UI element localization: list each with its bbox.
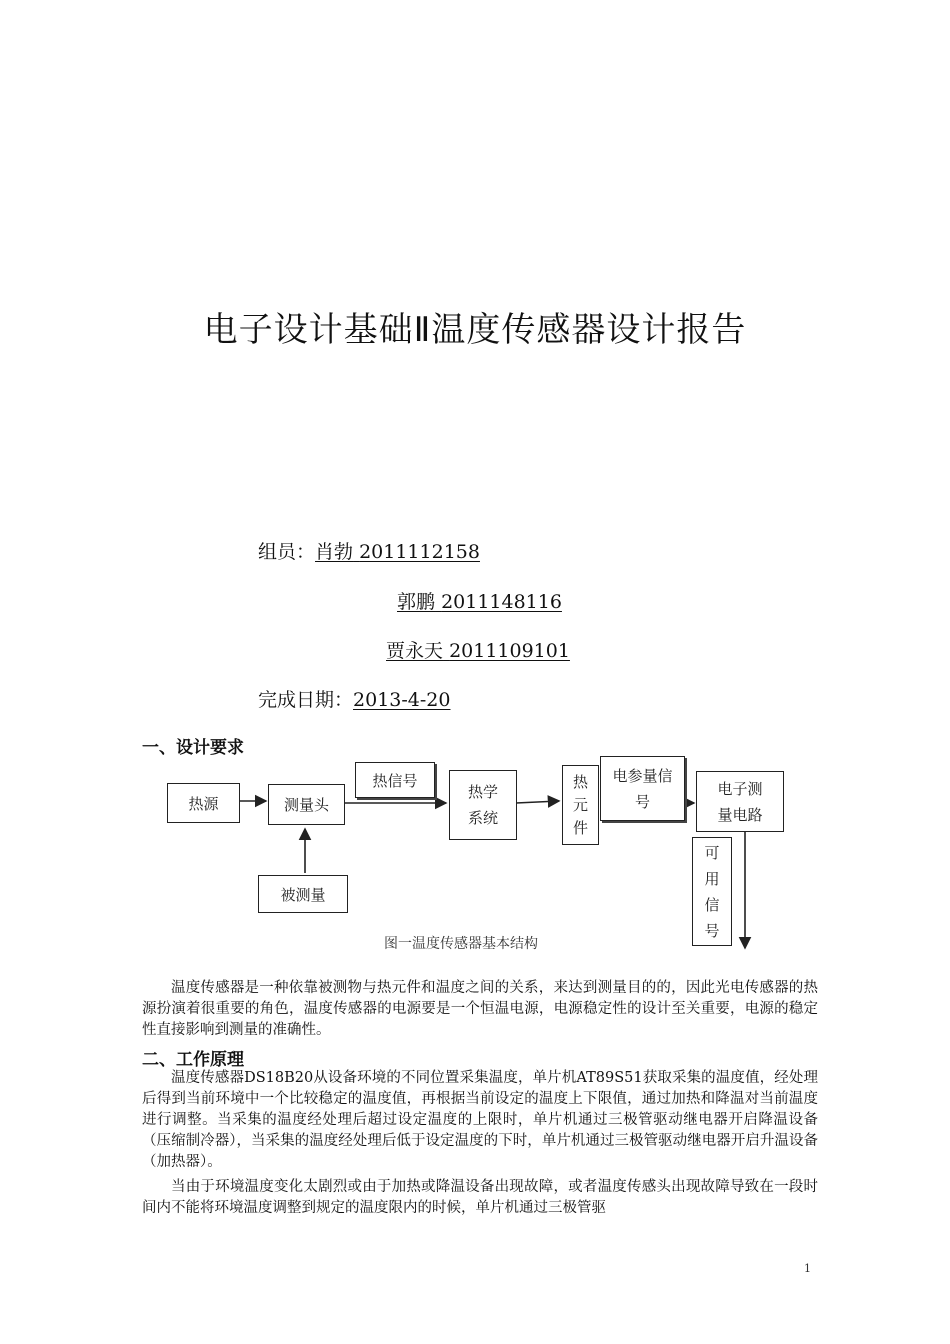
members-label: 组员： (258, 541, 316, 563)
electrical-signal-label: 电参量信号 (612, 766, 673, 811)
thermal-system-label: 热学系统 (467, 783, 498, 827)
diagram-caption: 图一温度传感器基本结构 (384, 936, 538, 952)
thermal-element-label: 热元件 (573, 772, 589, 837)
heat-source-box: 热源 (167, 783, 240, 823)
section-heading-working-principle: 二、工作原理 (142, 1050, 244, 1070)
usable-signal-box (692, 837, 732, 946)
usable-signal-label: 可用信号 (704, 843, 720, 940)
member-name: 贾永天 (386, 640, 444, 662)
heat-signal-box: 热信号 (355, 762, 435, 798)
measured-quantity-box: 被测量 (258, 875, 348, 913)
principle-paragraph: 温度传感器DS18B20从设备环境的不同位置采集温度，单片机AT89S51获取采集的温度值，经处理后得到当前环境中一个比较稳定的温度值，再根据当前设定的温度上下限值，通过加热和降温对当前温度进行调整。当采集的温度经处理后超过设定温度的上限时，单片机通过三极管驱动继电器开启降温设备（压缩制冷器），当采集的温度经处理后低于设定温度的下时，单片机通过三极管驱动继电器开启升温设备（加热器）。 (142, 1070, 818, 1170)
member-name: 肖勃 (315, 541, 354, 563)
member-name: 郭鹏 (397, 591, 436, 613)
measurement-circuit-label: 电子测量电路 (717, 779, 763, 824)
document-title: 电子设计基础Ⅱ温度传感器设计报告 (203, 310, 747, 350)
fault-paragraph: 当由于环境温度变化太剧烈或由于加热或降温设备出现故障，或者温度传感头出现故障导致在一段时间内不能将环境温度调整到规定的温度限内的时候，单片机通过三极管驱 (142, 1179, 818, 1216)
completion-date: 2013-4-20 (353, 689, 451, 711)
completion-label: 完成日期： (258, 689, 354, 711)
member-id: 2011109101 (449, 640, 570, 662)
member-id: 2011112158 (359, 541, 480, 563)
measuring-head-box: 测量头 (268, 784, 345, 825)
thermal-system-box (449, 770, 517, 840)
section-heading-design-requirements: 一、设计要求 (142, 738, 244, 758)
intro-paragraph: 温度传感器是一种依靠被测物与热元件和温度之间的关系，来达到测量目的的，因此光电传感器的热源扮演着很重要的角色，温度传感器的电源要是一个恒温电源，电源稳定性的设计至关重要，电源的稳定性直接影响到测量的准确性。 (142, 980, 818, 1038)
electrical-signal-box (600, 756, 685, 821)
page-number: 1 (804, 1262, 811, 1275)
measurement-circuit-box (696, 771, 784, 832)
thermal-element-box (562, 765, 599, 845)
member-id: 2011148116 (441, 591, 562, 613)
